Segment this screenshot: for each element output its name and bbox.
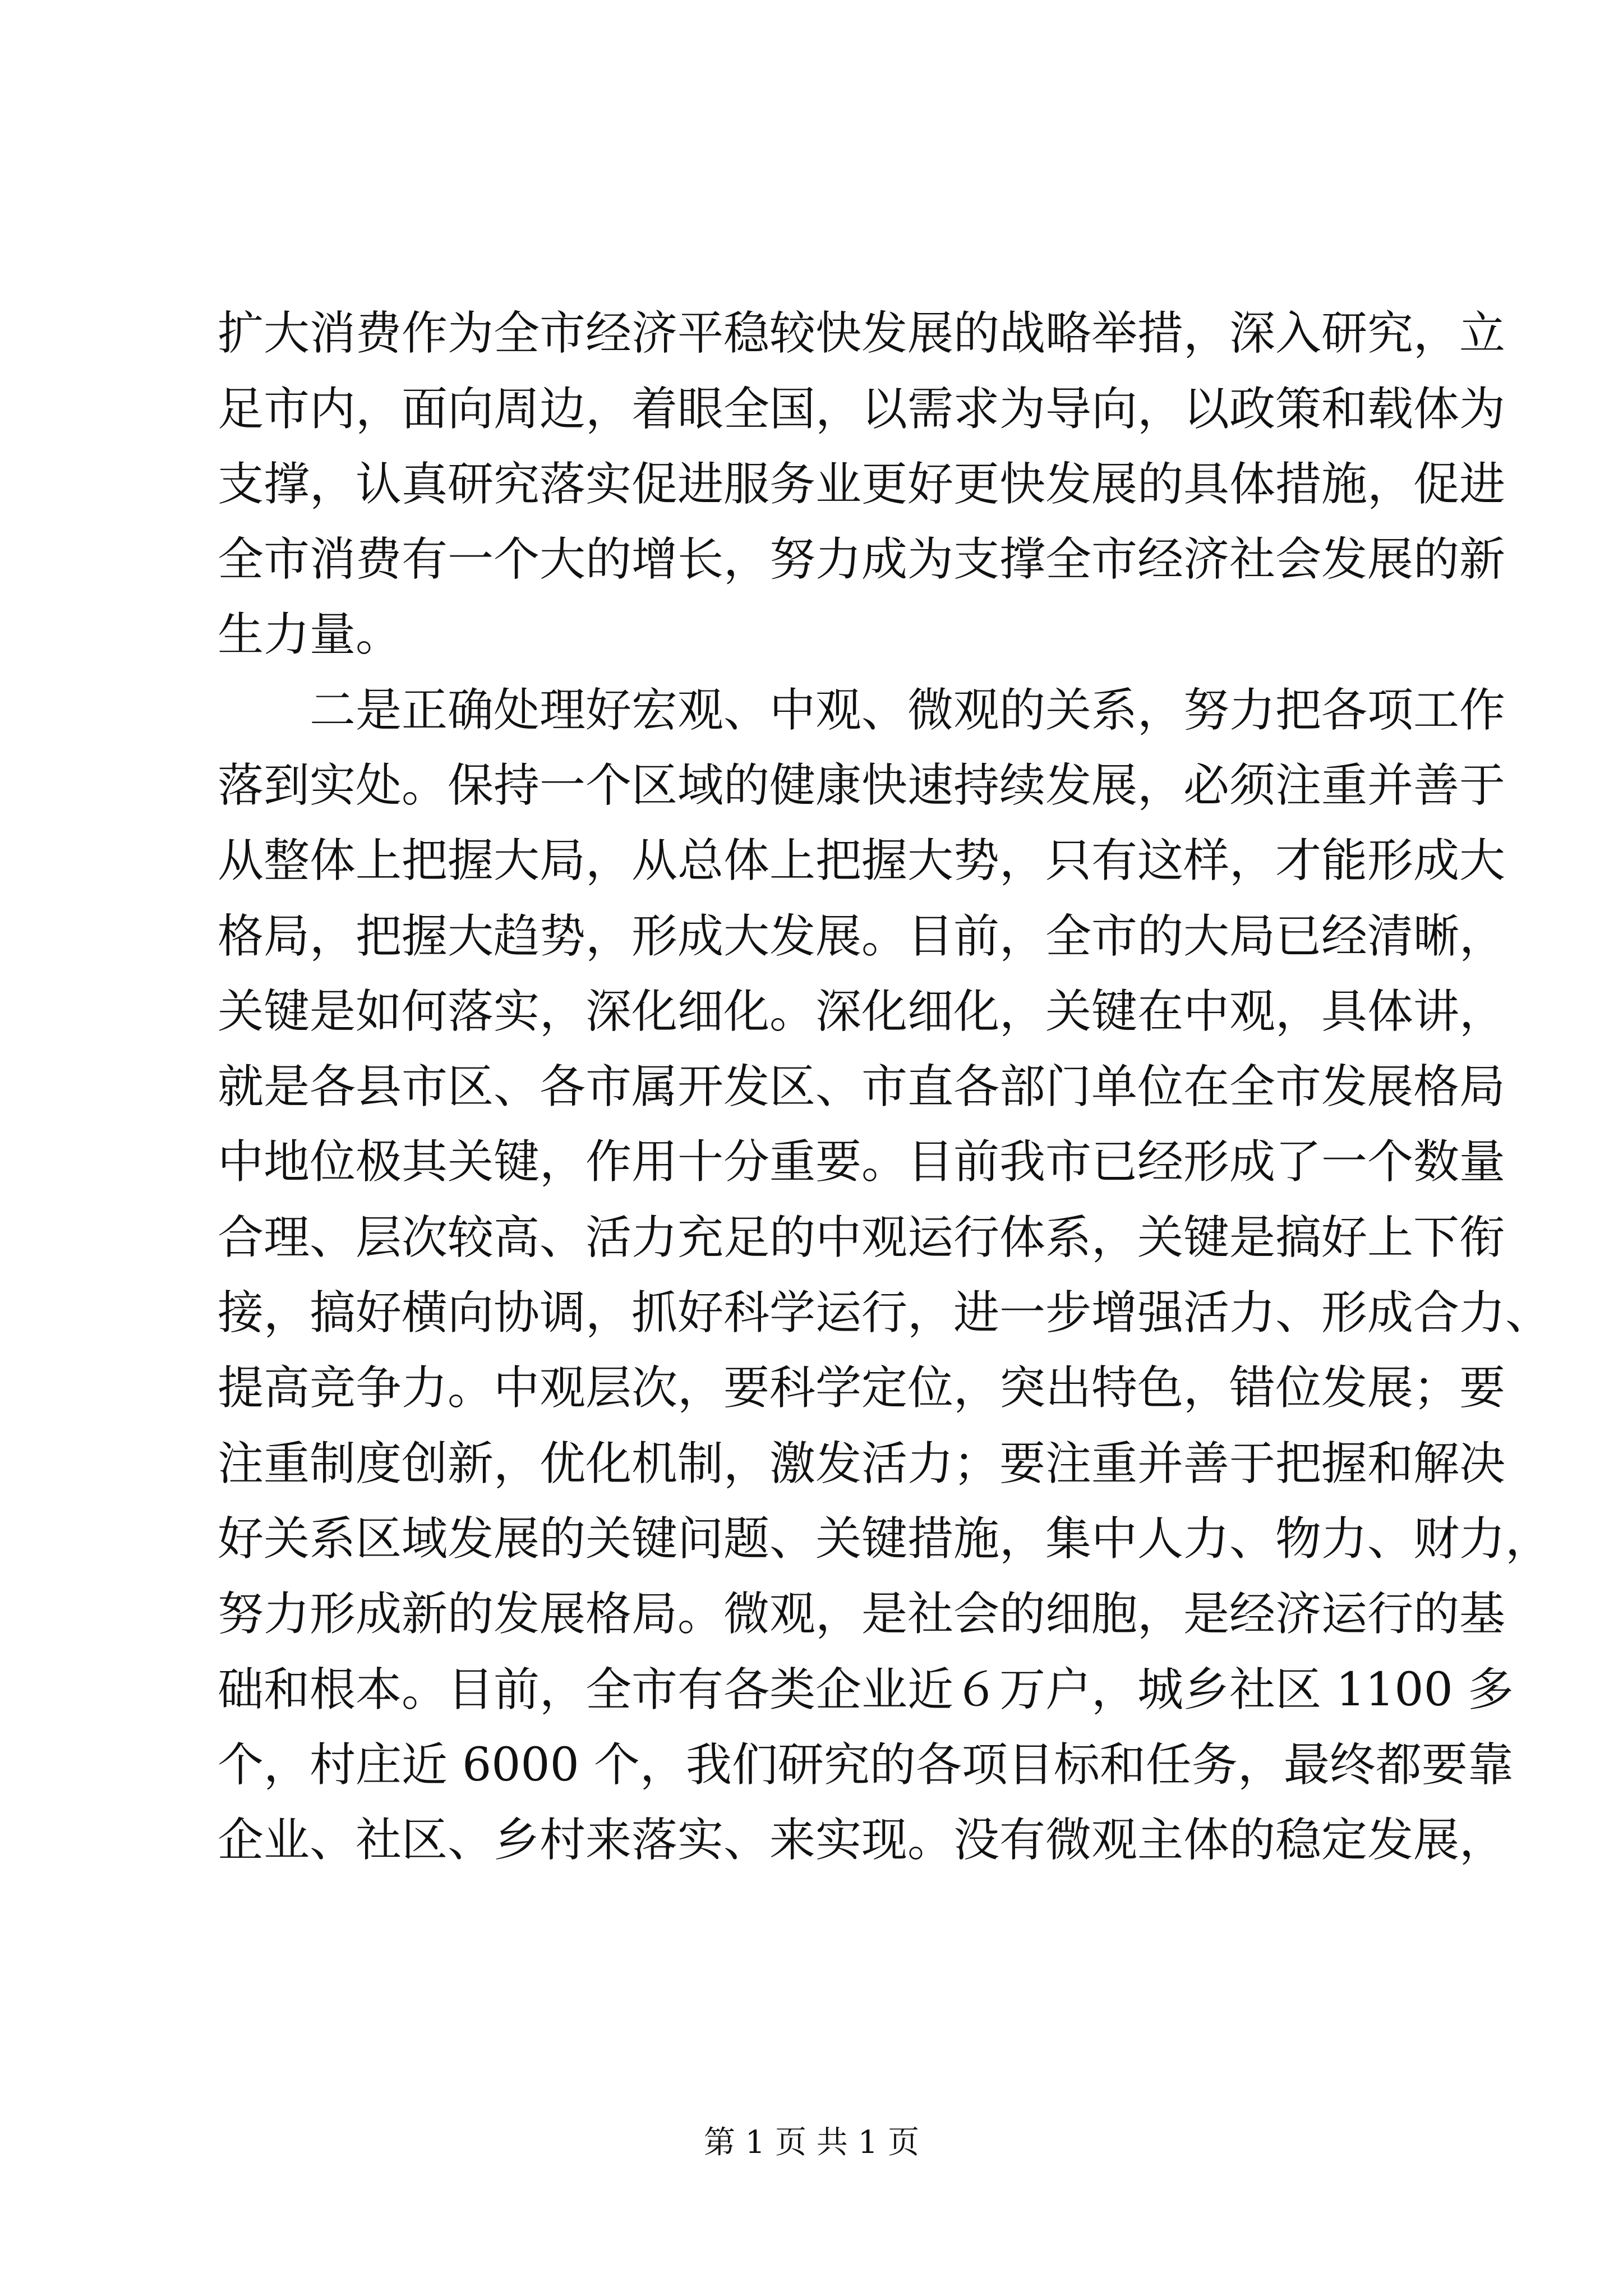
text-line: 从整体上把握大局，从总体上把握大势，只有这样，才能形成大 [218, 834, 1506, 887]
text-line: 企业、社区、乡村来落实、来实现。没有微观主体的稳定发展， [218, 1814, 1506, 1867]
text-line: 个，村庄近 6000 个，我们研究的各项目标和任务，最终都要靠 [218, 1738, 1514, 1792]
text-line: 合理、层次较高、活力充足的中观运行体系，关键是搞好上下衔 [218, 1211, 1506, 1264]
text-line: 努力形成新的发展格局。微观，是社会的细胞，是经济运行的基 [218, 1588, 1506, 1641]
text-line: 中地位极其关键，作用十分重要。目前我市已经形成了一个数量 [218, 1135, 1506, 1189]
text-line: 提高竞争力。中观层次，要科学定位，突出特色，错位发展；要 [218, 1361, 1506, 1415]
text-line: 注重制度创新，优化机制，激发活力；要注重并善于把握和解决 [218, 1437, 1506, 1490]
text-line: 接，搞好横向协调，抓好科学运行，进一步增强活力、形成合力、 [218, 1286, 1552, 1340]
text-line: 支撑，认真研究落实促进服务业更好更快发展的具体措施，促进 [218, 458, 1506, 511]
text-line: 全市消费有一个大的增长，努力成为支撑全市经济社会发展的新 [218, 533, 1506, 586]
page-number-footer: 第 1 页 共 1 页 [703, 2124, 920, 2161]
text-line: 足市内，面向周边，着眼全国，以需求为导向，以政策和载体为 [218, 383, 1506, 436]
text-line: 扩大消费作为全市经济平稳较快发展的战略举措，深入研究，立 [218, 307, 1506, 360]
text-line: 落到实处。保持一个区域的健康快速持续发展，必须注重并善于 [218, 759, 1506, 812]
text-line: 生力量。 [218, 608, 402, 661]
text-line: 二是正确处理好宏观、中观、微观的关系，努力把各项工作 [310, 684, 1506, 737]
text-line: 础和根本。目前，全市有各类企业近６万户，城乡社区 1100 多 [218, 1663, 1514, 1717]
text-line: 关键是如何落实，深化细化。深化细化，关键在中观，具体讲， [218, 985, 1506, 1038]
text-line: 好关系区域发展的关键问题、关键措施，集中人力、物力、财力， [218, 1512, 1552, 1566]
text-line: 格局，把握大趋势，形成大发展。目前，全市的大局已经清晰， [218, 910, 1506, 963]
text-line: 就是各县市区、各市属开发区、市直各部门单位在全市发展格局 [218, 1060, 1506, 1114]
